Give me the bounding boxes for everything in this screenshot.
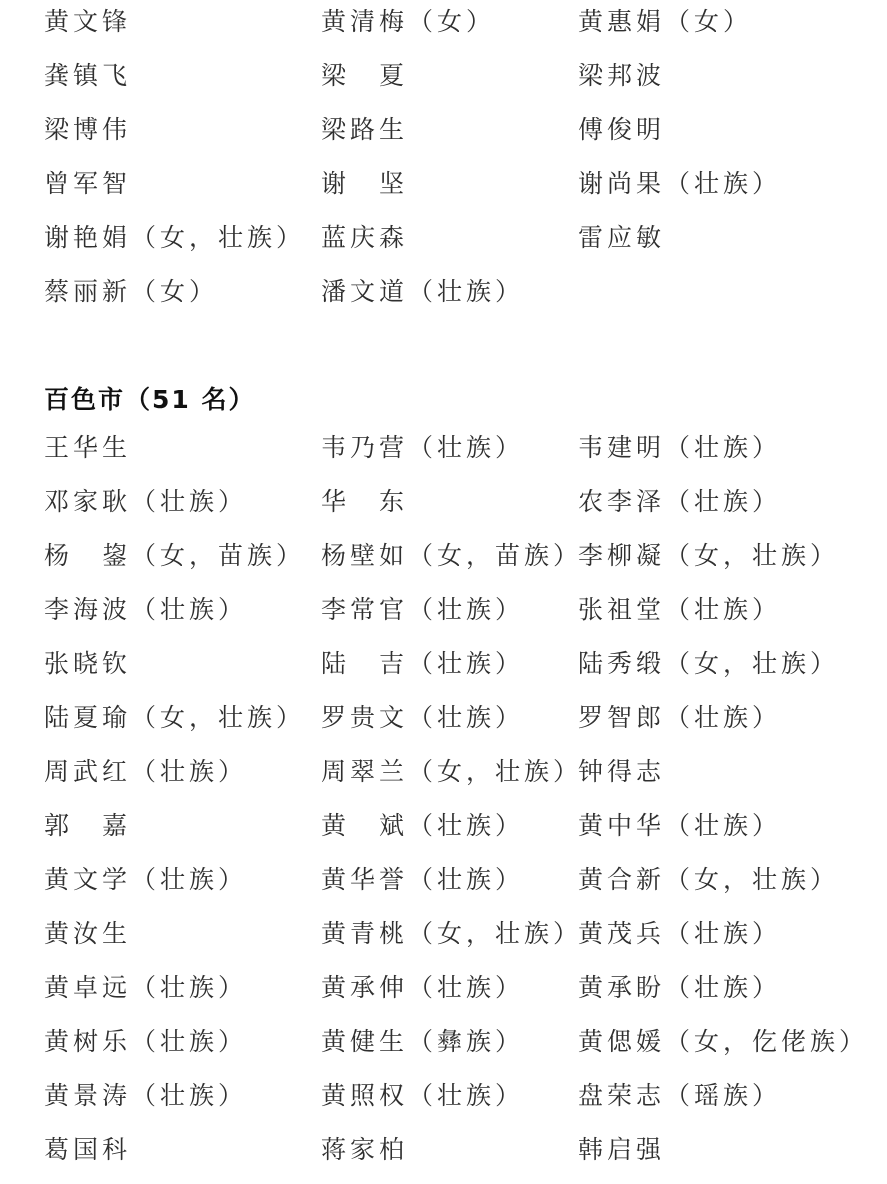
- name-entry: 黄中华（壮族）: [578, 811, 782, 840]
- name-entry: 陆 吉（壮族）: [321, 649, 525, 678]
- name-entry: 周翠兰（女，壮族）: [321, 757, 583, 786]
- name-row: [0, 54, 887, 108]
- name-entry: 陆秀缎（女，壮族）: [578, 649, 840, 678]
- name-entry: 黄健生（彝族）: [321, 1027, 525, 1056]
- name-entry: 张晓钦: [44, 649, 132, 678]
- name-entry: 黄合新（女，壮族）: [578, 865, 840, 894]
- name-entry: 黄惠娟（女）: [578, 7, 753, 36]
- name-entry: 梁 夏: [321, 61, 409, 90]
- name-entry: 黄华誉（壮族）: [321, 865, 525, 894]
- name-entry: 傅俊明: [578, 115, 666, 144]
- name-entry: 农李泽（壮族）: [578, 487, 782, 516]
- name-entry: 梁博伟: [44, 115, 132, 144]
- name-entry: 黄景涛（壮族）: [44, 1081, 248, 1110]
- name-entry: 周武红（壮族）: [44, 757, 248, 786]
- name-row: [0, 588, 887, 642]
- name-row: [0, 1020, 887, 1074]
- name-entry: 李海波（壮族）: [44, 595, 248, 624]
- name-entry: 葛国科: [44, 1135, 132, 1164]
- name-entry: 梁邦波: [578, 61, 666, 90]
- name-row: [0, 1128, 887, 1182]
- name-entry: 黄树乐（壮族）: [44, 1027, 248, 1056]
- name-entry: 钟得志: [578, 757, 666, 786]
- name-entry: 曾军智: [44, 169, 132, 198]
- name-row: [0, 0, 887, 54]
- name-entry: 黄文学（壮族）: [44, 865, 248, 894]
- name-list-section-previous: [0, 0, 887, 324]
- name-entry: 李柳凝（女，壮族）: [578, 541, 840, 570]
- name-entry: 黄 斌（壮族）: [321, 811, 525, 840]
- name-entry: 韩启强: [578, 1135, 666, 1164]
- name-entry: 张祖堂（壮族）: [578, 595, 782, 624]
- name-entry: 华 东: [321, 487, 409, 516]
- name-row: [0, 270, 887, 324]
- section-heading: 百色市（51 名）: [44, 385, 256, 414]
- name-row: [0, 696, 887, 750]
- name-entry: 雷应敏: [578, 223, 666, 252]
- name-row: [0, 480, 887, 534]
- name-row: [0, 912, 887, 966]
- name-entry: 黄承盼（壮族）: [578, 973, 782, 1002]
- name-entry: 谢尚果（壮族）: [578, 169, 782, 198]
- name-entry: 郭 嘉: [44, 811, 132, 840]
- name-entry: 杨 鋆（女，苗族）: [44, 541, 306, 570]
- name-list-section-baise: [0, 380, 887, 1182]
- name-row: [0, 750, 887, 804]
- name-entry: 蓝庆森: [321, 223, 409, 252]
- name-entry: 邓家耿（壮族）: [44, 487, 248, 516]
- name-row: [0, 1074, 887, 1128]
- name-entry: 谢艳娟（女，壮族）: [44, 223, 306, 252]
- name-entry: 梁路生: [321, 115, 409, 144]
- name-entry: 韦建明（壮族）: [578, 433, 782, 462]
- name-row: [0, 642, 887, 696]
- name-entry: 黄茂兵（壮族）: [578, 919, 782, 948]
- name-row: [0, 108, 887, 162]
- name-row: [0, 426, 887, 480]
- name-entry: 盘荣志（瑶族）: [578, 1081, 782, 1110]
- name-entry: 蒋家柏: [321, 1135, 409, 1164]
- name-entry: 龚镇飞: [44, 61, 132, 90]
- name-entry: 黄照权（壮族）: [321, 1081, 525, 1110]
- name-row: [0, 858, 887, 912]
- name-entry: 韦乃营（壮族）: [321, 433, 525, 462]
- name-entry: 黄卓远（壮族）: [44, 973, 248, 1002]
- name-row: [0, 216, 887, 270]
- name-entry: 陆夏瑜（女，壮族）: [44, 703, 306, 732]
- name-entry: 潘文道（壮族）: [321, 277, 525, 306]
- name-entry: 蔡丽新（女）: [44, 277, 219, 306]
- name-entry: 王华生: [44, 433, 132, 462]
- name-entry: 黄偲媛（女，仡佬族）: [578, 1027, 869, 1056]
- name-entry: 杨壁如（女，苗族）: [321, 541, 583, 570]
- name-entry: 黄承伸（壮族）: [321, 973, 525, 1002]
- name-entry: 黄汝生: [44, 919, 132, 948]
- name-entry: 罗智郎（壮族）: [578, 703, 782, 732]
- name-entry: 黄青桃（女，壮族）: [321, 919, 583, 948]
- name-row: [0, 534, 887, 588]
- name-entry: 谢 坚: [321, 169, 409, 198]
- name-row: [0, 804, 887, 858]
- name-entry: 李常官（壮族）: [321, 595, 525, 624]
- name-entry: 黄文锋: [44, 7, 132, 36]
- name-row: [0, 966, 887, 1020]
- name-entry: 黄清梅（女）: [321, 7, 496, 36]
- name-entry: 罗贵文（壮族）: [321, 703, 525, 732]
- name-row: [0, 162, 887, 216]
